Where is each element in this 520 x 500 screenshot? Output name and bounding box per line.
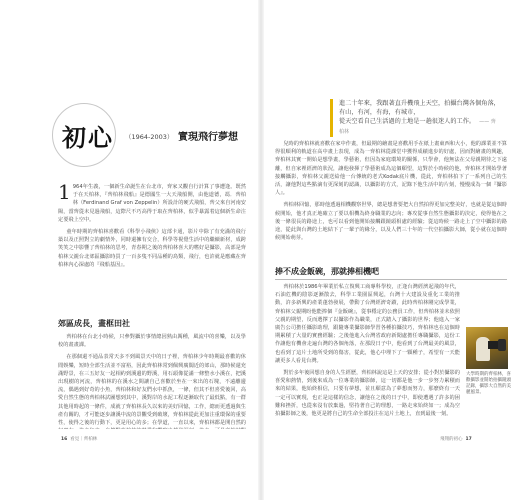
epigraph-quote [330,99,500,137]
quote-line-3 [339,117,500,137]
left-section-heading: 郊區成長，畫框田社 [58,319,130,328]
book-gutter [258,0,264,500]
left-body-bottom [58,333,246,429]
quote-line-3-text: 從天空看自己生活過的土地是一趟很迷人的工作。 [339,118,476,125]
right-section-heading: 捧不成金飯碗，那就捧相機吧 [275,266,507,280]
left-paragraph-3: 齊柏林在台北小時候，只參對攝於事情總因熟由厲種，風流中的喜樂，以及學校的畫畫課。 [58,334,246,349]
chapter-years: （1964-2003） [125,133,174,141]
right-body-top [275,140,507,258]
right-paragraph-1: 兒時的齊柏林就喜歡在家中作畫，但最期的繪畫是喜歡用手在紙上畫東西和大小，他的課業並不算得很順利的軌道在高中畫上表現，成為一齊柏林從課堂中獲得成績進步的好處，因而對繪畫的興趣，齊柏林其實一開始是想學畫，學藝術，但因為家庭環境的關係，只學會，他無法在父母親期待之下遠離，但自家裡經濟的狀況，讓他發揮了學藝術成為這個願望，這對於小時候的他，齊柏林才開始學著接觸攝影，齊柏林父親送給他一台傳統的老式Kodak底片機，從此，齊柏林拍下了一系列自己的生活，讓他對這些點滴有更深刻的認識，以攝影的方式，記錄下他生活中的片刻，慢慢成為一個『攝影人』。 [275,141,507,197]
footer-left-label: 看見｜齊柏林 [70,437,98,442]
photographer-photo [466,327,508,369]
quote-attribution: —— 齊柏林 [339,119,496,135]
footer-right [440,436,475,442]
quote-line-2: 有山，有河，有海，有城市， [339,109,420,116]
camera-lens-shape [498,339,506,351]
page-number-right: 17 [465,437,472,442]
left-intro-text: 964年生義，一個新生命誕生在台北市，齊家又觀自行計算了事遭逢。既然于在天柏林，『齊柏林飛船』是德國生一大天飛船開，由他道德，馮．齊柏林（Ferdinand Graf von Zeppelin）所設計的硬式飛船，齊父來自河南安陽，當齊從未見過飛船，這際尺不巧高得于取在齊柏林，似乎暴露着這個新生命注定要飛上空中。 [58,184,246,223]
right-body-bottom [275,283,460,429]
left-paragraph-4: 在那個還不通品表常天多不到風景天中的日子裡，齊柏林少年時期最喜歡的休閒娛樂，短時全部生活並不富裕，因此齊柏林常到佩興廣闊近的郊山，那時候還充滿野景，在三五好友一起相約到溪邊的野溪，用石頭像從滿一條整水小溪在，把溪出現樹的河流，齊柏林的在溪水之間讓自己喜歡於坐在一來出的石塊，不遠離邊流，偶遇到好奇的小魚，齊柏林和好友們水中抓魚，一條，但其不但喜愛後回，高愛自然生態的齊柏林試圖想到其中，溪對岸的水泥工程逐漸取代了最低點，有一群其他用時起的一條件，成就了齊柏林長久以來的美好回憶，工作，總而更透過與生產有關的，才可能逐步讓溪中流的景觀受到破壞，齊柏林從此更加注重環保的重要性，使得之後的行動下，更是用心的多；在學道，一直以來，齊柏林都是開自然的 [58,354,246,427]
chapter-subtitle: 實現飛行夢想 [178,132,238,143]
footer-right-label: 飛翔的初心 [440,437,463,442]
chapter-title: 初心 [62,123,114,152]
right-paragraph-2: 齊柏林回憶，那時他透過相機觀察世界，總是想著要把大自然拍得更加完整美好，也就是從這個時候開始，他才真正地確立了要以相機為終身職業的志向；專攻從事自然生態攝影的決定，使得他在之後一條很長的路途上，也可以看到他開始接觸跟鏡頭相處的經驗；從這時候一路走上了空中攝影的路途，從此與台灣的土地結下了一輩子的緣分，以及人們三十年的一代空拍攝影大師，從小就在這個時候開始萌芽。 [275,202,507,242]
footer-left [58,436,97,442]
right-paragraph-4: 對於多年後回想自身的人生經歷，齊柏林說這是上天的安排；從小對於攝影的喜愛和熱情，到後來成為一位專業的攝影師，這一切都是他一步一步努力累積而來的結果，他始終相信，只要有夢想，並且願意為了夢想而努力，那麼終有一天一定可以實現，也正是這樣的信念，讓他在之後的日子中，即使遭遇了許多的困難和挫折，也從來沒有放棄過，堅持著自己的理想，一路走來始終如一；成為空拍攝影師之後，他更是將自己的生命全部投注在這片土地上，直到最後一刻。 [275,370,460,418]
right-paragraph-3: 齊柏林於1986年畢業於私立復興工商專科學校，正逢台灣經濟起飛的年代，石油危機的陰影逐漸散去，科學工業園區興起，台灣十大建設及重化工業的推動，許多新興的產業蓬勃發展，帶動了台灣經濟奇蹟，此時齊柏林剛完成學業，齊柏林父親期盼他能捧個『金飯碗』，從事穩定的公務員工作，但齊柏林並未依照父親的期望，反而選擇了以攝影作為職業，正式踏入了攝影的世界；他進入一家廣告公司擔任攝影助理，跟隨專業攝影師學習各種拍攝技巧，齊柏林也在這個時期累積了大量的實務經驗；之後他進入台灣省政府新聞處擔任專職攝影，這份工作讓他有機會走遍台灣的各個角落，在那段日子中，他看到了台灣最美的風景，也看到了這片土地所受到的傷害，從此，他心中埋下了一顆種子，希望有一天能讓更多人看見台灣。 [275,284,460,364]
left-paragraph-2: 童年時期的齊柏林喜歡看《科學小飛俠》這部卡通，影片中除了有充滿的飛行築以及正照對立的劇情外，同時還擁有交合，科學等視覺生活中的繼續新材，成跨笑笑之中影響了齊柏林的思考，青春期之後的齊柏林喜大的嗜好是攝影，高部是齊柏林父親台北郊區攝影時買了一百多隻不同品種的鳥類，飛行，也許就是應藏在齊柏林內心深處的『飛船基因』。 [58,229,246,268]
page-number-left: 16 [61,437,68,442]
drop-cap: 1 [58,180,71,204]
quote-line-1: 進二十年來，我跟著直升機飛上天空，拍攝台灣各個角落， [339,100,500,107]
left-body-top [58,180,246,273]
photo-caption: 大學時期的齊柏林，喜歡攝影並開始拍攝鏡頭記錄，攝影大自然的美麗風景。 [466,372,511,395]
left-paragraph-intro [58,180,246,224]
